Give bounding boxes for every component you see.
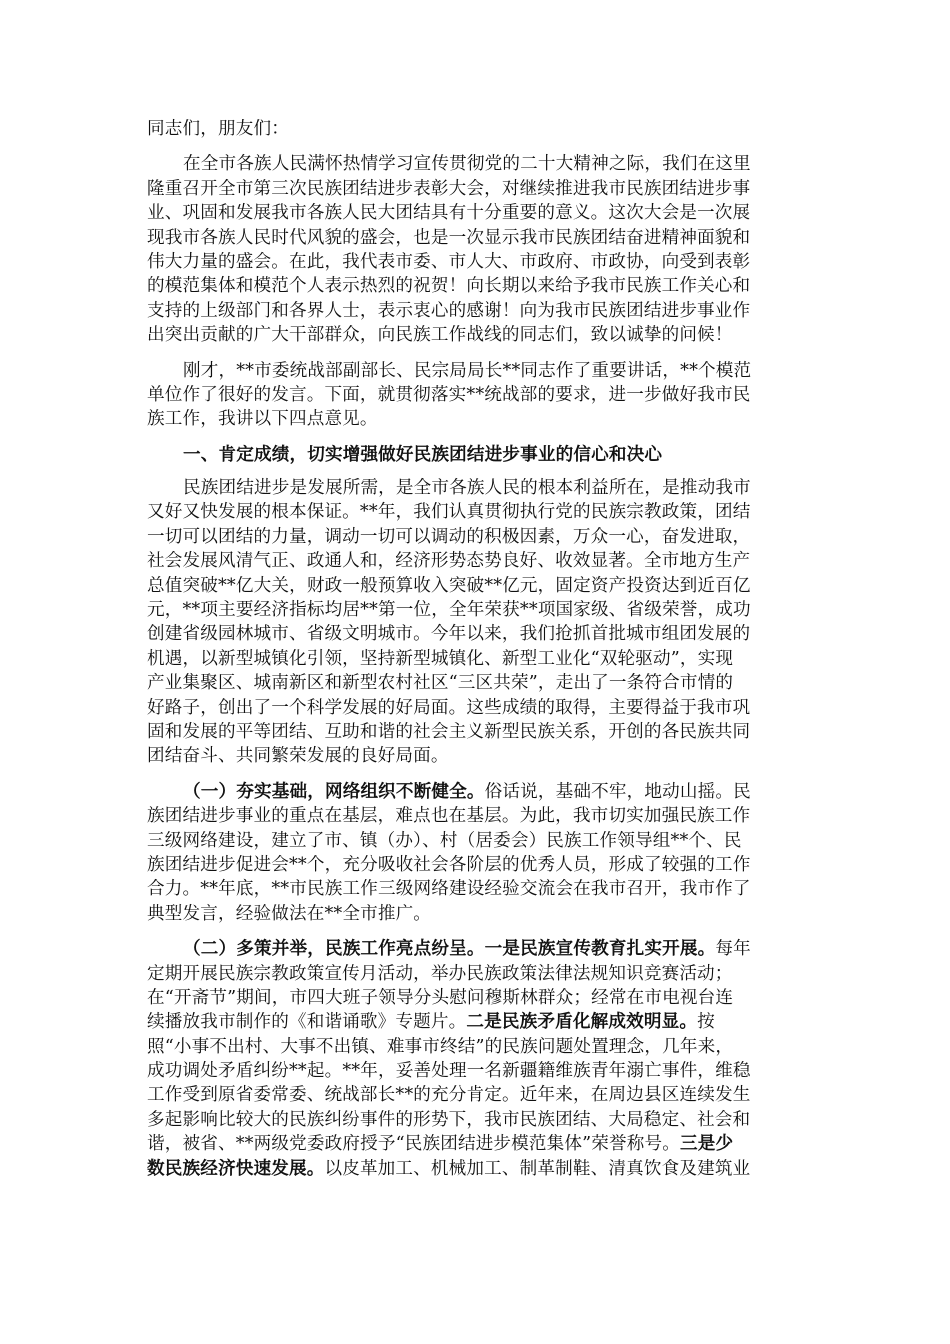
- subheading-bold: （一）夯实基础，网络组织不断健全。: [183, 780, 485, 802]
- text-run: 续播放我市制作的《和谐诵歌》专题片。: [147, 1012, 467, 1033]
- text-line: 多起影响比较大的民族纠纷事件的形势下，我市民族团结、大局稳定、社会和: [147, 1109, 751, 1130]
- text-line: 机遇，以新型城镇化引领，坚持新型城镇化、新型工业化“双轮驱动”，实现: [147, 648, 734, 669]
- text-run: 谐，被省、**两级党委政府授予“民族团结进步模范集体”荣誉称号。: [147, 1134, 681, 1155]
- text-line: 在全市各族人民满怀热情学习宣传贯彻党的二十大精神之际，我们在这里: [183, 154, 751, 175]
- text-line: 创建省级园林城市、省级文明城市。今年以来，我们抢抓首批城市组团发展的: [147, 624, 751, 645]
- text-line: 一切可以团结的力量，调动一切可以调动的积极因素，万众一心，奋发进取，: [147, 526, 751, 547]
- salutation: 同志们，朋友们：: [147, 119, 289, 139]
- text-line: 成功调处矛盾纠纷**起。**年，妥善处理一名新疆籍维族青年溺亡事件，维稳: [147, 1061, 751, 1082]
- text-line: 伟大力量的盛会。在此，我代表市委、市人大、市政府、市政协，向受到表彰: [147, 251, 751, 272]
- text-line: 族团结进步事业的重点在基层，难点也在基层。为此，我市切实加强民族工作: [147, 806, 751, 827]
- text-line: 典型发言，经验做法在**全市推广。: [147, 903, 432, 924]
- document-page: [147, 112, 807, 1181]
- text-line: 团结奋斗、共同繁荣发展的良好局面。: [147, 746, 449, 767]
- text-line: 好路子，创出了一个科学发展的好局面。这些成绩的取得，主要得益于我市巩: [147, 697, 751, 718]
- text-line: 族工作，我讲以下四点意见。: [147, 409, 378, 430]
- paragraph-measures: [147, 937, 807, 1181]
- text-line: 定期开展民族宗教政策宣传月活动，举办民族政策法律法规知识竞赛活动；: [147, 963, 733, 984]
- text-line: 刚才，**市委统战部副部长、民宗局局长**同志作了重要讲话，**个模范: [183, 360, 752, 381]
- text-run: 每年: [715, 939, 751, 960]
- text-line: 隆重召开全市第三次民族团结进步表彰大会，对继续推进我市民族团结进步事: [147, 178, 751, 199]
- text-line: [147, 1132, 807, 1156]
- paragraph-achievements: [147, 476, 807, 769]
- section-heading-1: [147, 443, 807, 467]
- text-line: 社会发展风清气正、政通人和，经济形势态势良好、收效显著。全市地方生产: [147, 551, 751, 572]
- text-line: [147, 1157, 807, 1181]
- text-line: 单位作了很好的发言。下面，就贯彻落实**统战部的要求，进一步做好我市民: [147, 384, 751, 405]
- text-line: 工作受到原省委常委、统战部长**的充分肯定。近年来，在周边县区连续发生: [147, 1085, 751, 1106]
- text-line: 合力。**年底，**市民族工作三级网络建设经验交流会在我市召开，我市作了: [147, 879, 751, 900]
- text-line: 又好又快发展的根本保证。**年，我们认真贯彻执行党的民族宗教政策，团结: [147, 502, 751, 523]
- text-line: 产业集聚区、城南新区和新型农村社区“三区共荣”，走出了一条符合市情的: [147, 673, 734, 694]
- text-line: 在“开斋节”期间，市四大班子领导分头慰问穆斯林群众；经常在市电视台连: [147, 987, 734, 1008]
- text-line: 的模范集体和模范个人表示热烈的祝贺！向长期以来给予我市民族工作关心和: [147, 276, 751, 297]
- text-run: 俗话说，基础不牢，地动山摇。民: [484, 781, 751, 802]
- emphasis-bold: 二是民族矛盾化解成效明显。: [466, 1011, 698, 1033]
- emphasis-bold: 三是少: [680, 1133, 734, 1155]
- text-line: [147, 780, 807, 804]
- text-line: 现我市各族人民时代风貌的盛会，也是一次显示我市民族团结奋进精神面貌和: [147, 227, 751, 248]
- text-line: [147, 1010, 807, 1034]
- text-line: 业、巩固和发展我市各族人民大团结具有十分重要的意义。这次大会是一次展: [147, 203, 751, 224]
- text-line: 元，**项主要经济指标均居**第一位，全年荣获**项国家级、省级荣誉，成功: [147, 600, 751, 621]
- text-line: 固和发展的平等团结、互助和谐的社会主义新型民族关系，开创的各民族共同: [147, 721, 751, 742]
- text-run: 按: [697, 1012, 715, 1033]
- text-line: 三级网络建设，建立了市、镇（办）、村（居委会）民族工作领导组**个、民: [147, 830, 742, 851]
- text-line: 照“小事不出村、大事不出镇、难事市终结”的民族问题处置理念，几年来，: [147, 1036, 734, 1057]
- paragraph-opening: [147, 152, 807, 347]
- paragraph-foundation: [147, 780, 807, 926]
- heading-text: 一、肯定成绩，切实增强做好民族团结进步事业的信心和决心: [183, 443, 663, 465]
- text-line: [147, 937, 807, 961]
- text-line: 出突出贡献的广大干部群众，向民族工作战线的同志们，致以诚挚的问候！: [147, 325, 733, 346]
- text-line: 族团结进步促进会**个，充分吸收社会各阶层的优秀人员，形成了较强的工作: [147, 854, 751, 875]
- emphasis-bold: 数民族经济快速发展。: [147, 1157, 325, 1179]
- text-line: 支持的上级部门和各界人士，表示衷心的感谢！向为我市民族团结进步事业作: [147, 300, 751, 321]
- paragraph-intro: [147, 359, 807, 432]
- text-line: 总值突破**亿大关，财政一般预算收入突破**亿元，固定资产投资达到近百亿: [147, 575, 751, 596]
- subheading-bold: （二）多策并举，民族工作亮点纷呈。一是民族宣传教育扎实开展。: [183, 938, 716, 960]
- text-run: 以皮革加工、机械加工、制革制鞋、清真饮食及建筑业: [324, 1158, 751, 1179]
- text-line: 民族团结进步是发展所需，是全市各族人民的根本利益所在，是推动我市: [183, 478, 751, 499]
